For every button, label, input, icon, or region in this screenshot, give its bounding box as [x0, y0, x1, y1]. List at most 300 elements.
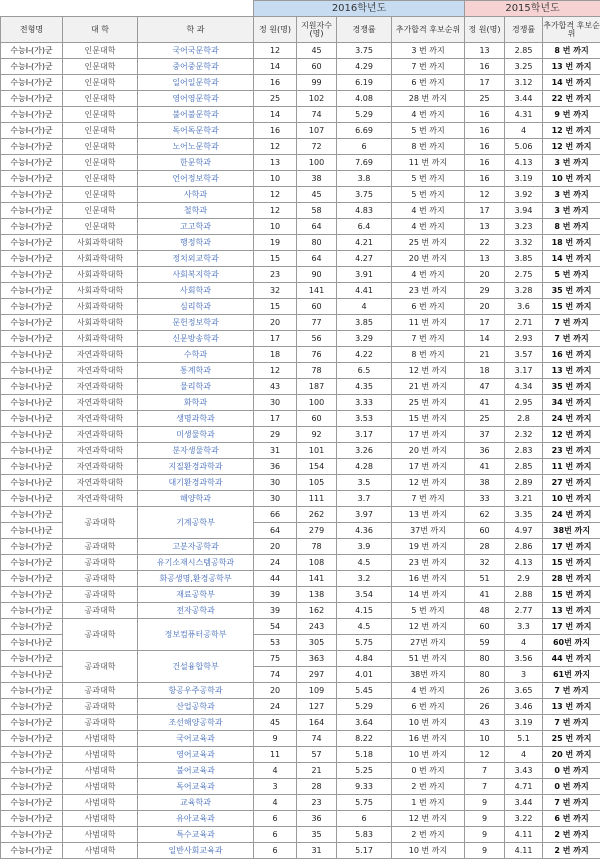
applicants-2016-cell: 363	[297, 651, 337, 667]
header-quota-2015: 정 원(명)	[465, 17, 505, 43]
applicants-2016-cell: 72	[297, 139, 337, 155]
additional-2016-cell: 23 번 까지	[392, 283, 465, 299]
ratio-2015-cell: 3.21	[505, 491, 543, 507]
college-cell: 인문대학	[63, 59, 138, 75]
quota-2016-cell: 17	[254, 331, 297, 347]
type-cell: 수능Ⅰ-(가)군	[1, 619, 63, 635]
ratio-2016-cell: 6	[337, 811, 392, 827]
quota-2015-cell: 17	[465, 203, 505, 219]
college-cell: 사범대학	[63, 811, 138, 827]
header-additional-2016: 추가합격 후보순위	[392, 17, 465, 43]
quota-2016-cell: 12	[254, 139, 297, 155]
type-cell: 수능Ⅰ-(가)군	[1, 811, 63, 827]
quota-2016-cell: 24	[254, 555, 297, 571]
type-cell: 수능Ⅰ-(가)군	[1, 315, 63, 331]
quota-2015-cell: 9	[465, 795, 505, 811]
applicants-2016-cell: 262	[297, 507, 337, 523]
quota-2016-cell: 3	[254, 779, 297, 795]
ratio-2015-cell: 2.85	[505, 459, 543, 475]
type-cell: 수능Ⅰ-(가)군	[1, 603, 63, 619]
additional-2015-cell: 3 번 까지	[543, 203, 600, 219]
table-row	[1, 75, 600, 91]
additional-2016-cell: 8 번 까지	[392, 347, 465, 363]
additional-2016-cell: 14 번 까지	[392, 587, 465, 603]
dept-cell: 고고학과	[138, 219, 254, 235]
dept-cell: 대기환경과학과	[138, 475, 254, 491]
additional-2016-cell: 21 번 까지	[392, 379, 465, 395]
quota-2016-cell: 9	[254, 731, 297, 747]
ratio-2015-cell: 2.88	[505, 587, 543, 603]
quota-2016-cell: 36	[254, 459, 297, 475]
table-row	[1, 331, 600, 347]
college-cell: 자연과학대학	[63, 395, 138, 411]
applicants-2016-cell: 100	[297, 395, 337, 411]
additional-2016-cell: 25 번 까지	[392, 395, 465, 411]
ratio-2016-cell: 3.75	[337, 187, 392, 203]
additional-2016-cell: 10 번 까지	[392, 843, 465, 859]
type-cell: 수능Ⅰ-(나)군	[1, 363, 63, 379]
additional-2016-cell: 38번 까지	[392, 667, 465, 683]
additional-2015-cell: 10 번 까지	[543, 171, 600, 187]
table-row	[1, 363, 600, 379]
dept-cell: 문헌정보학과	[138, 315, 254, 331]
additional-2016-cell: 4 번 까지	[392, 683, 465, 699]
dept-cell: 항공우주공학과	[138, 683, 254, 699]
quota-2015-cell: 41	[465, 587, 505, 603]
additional-2015-cell: 0 번 까지	[543, 763, 600, 779]
quota-2015-cell: 60	[465, 619, 505, 635]
ratio-2016-cell: 4.35	[337, 379, 392, 395]
applicants-2016-cell: 105	[297, 475, 337, 491]
type-cell: 수능Ⅰ-(가)군	[1, 331, 63, 347]
quota-2015-cell: 37	[465, 427, 505, 443]
applicants-2016-cell: 64	[297, 251, 337, 267]
type-cell: 수능Ⅰ-(나)군	[1, 635, 63, 651]
ratio-2016-cell: 4.15	[337, 603, 392, 619]
ratio-2016-cell: 3.5	[337, 475, 392, 491]
quota-2016-cell: 75	[254, 651, 297, 667]
additional-2015-cell: 13 번 까지	[543, 699, 600, 715]
table-row	[1, 699, 600, 715]
table-row	[1, 315, 600, 331]
ratio-2015-cell: 3.46	[505, 699, 543, 715]
table-row	[1, 427, 600, 443]
table-row	[1, 459, 600, 475]
applicants-2016-cell: 92	[297, 427, 337, 443]
table-row	[1, 411, 600, 427]
additional-2016-cell: 4 번 까지	[392, 107, 465, 123]
ratio-2015-cell: 2.86	[505, 539, 543, 555]
ratio-2016-cell: 3.85	[337, 315, 392, 331]
ratio-2016-cell: 4.5	[337, 555, 392, 571]
dept-cell: 불어교육과	[138, 763, 254, 779]
additional-2015-cell: 7 번 까지	[543, 715, 600, 731]
additional-2015-cell: 25 번 까지	[543, 731, 600, 747]
quota-2015-cell: 28	[465, 539, 505, 555]
quota-2015-cell: 59	[465, 635, 505, 651]
ratio-2015-cell: 3.94	[505, 203, 543, 219]
additional-2016-cell: 5 번 까지	[392, 187, 465, 203]
ratio-2015-cell: 2.83	[505, 443, 543, 459]
dept-cell: 일어일문학과	[138, 75, 254, 91]
ratio-2015-cell: 2.89	[505, 475, 543, 491]
table-row	[1, 651, 600, 667]
college-cell: 사회과학대학	[63, 283, 138, 299]
additional-2016-cell: 6 번 까지	[392, 699, 465, 715]
quota-2015-cell: 14	[465, 331, 505, 347]
type-cell: 수능Ⅰ-(가)군	[1, 715, 63, 731]
ratio-2015-cell: 4	[505, 635, 543, 651]
dept-cell: 한문학과	[138, 155, 254, 171]
type-cell: 수능Ⅰ-(나)군	[1, 491, 63, 507]
additional-2016-cell: 51 번 까지	[392, 651, 465, 667]
quota-2015-cell: 16	[465, 139, 505, 155]
college-cell: 자연과학대학	[63, 411, 138, 427]
type-cell: 수능Ⅰ-(가)군	[1, 91, 63, 107]
applicants-2016-cell: 56	[297, 331, 337, 347]
quota-2016-cell: 23	[254, 267, 297, 283]
quota-2015-cell: 12	[465, 187, 505, 203]
type-cell: 수능Ⅰ-(가)군	[1, 283, 63, 299]
applicants-2016-cell: 45	[297, 43, 337, 59]
quota-2016-cell: 4	[254, 795, 297, 811]
dept-cell: 영어영문학과	[138, 91, 254, 107]
quota-2016-cell: 20	[254, 539, 297, 555]
quota-2015-cell: 17	[465, 315, 505, 331]
quota-2015-cell: 13	[465, 219, 505, 235]
ratio-2015-cell: 3	[505, 667, 543, 683]
dept-cell: 미생물학과	[138, 427, 254, 443]
applicants-2016-cell: 58	[297, 203, 337, 219]
additional-2015-cell: 18 번 까지	[543, 235, 600, 251]
college-cell: 공과대학	[63, 683, 138, 699]
ratio-2016-cell: 3.7	[337, 491, 392, 507]
ratio-2015-cell: 5.06	[505, 139, 543, 155]
type-cell: 수능Ⅰ-(나)군	[1, 667, 63, 683]
ratio-2016-cell: 6.19	[337, 75, 392, 91]
dept-cell: 중어중문학과	[138, 59, 254, 75]
additional-2015-cell: 14 번 까지	[543, 251, 600, 267]
ratio-2015-cell: 3.44	[505, 91, 543, 107]
additional-2015-cell: 16 번 까지	[543, 347, 600, 363]
college-cell: 인문대학	[63, 75, 138, 91]
college-cell: 자연과학대학	[63, 427, 138, 443]
ratio-2016-cell: 3.91	[337, 267, 392, 283]
table-row	[1, 155, 600, 171]
type-cell: 수능Ⅰ-(가)군	[1, 699, 63, 715]
type-cell: 수능Ⅰ-(나)군	[1, 347, 63, 363]
ratio-2016-cell: 5.25	[337, 763, 392, 779]
quota-2016-cell: 54	[254, 619, 297, 635]
ratio-2016-cell: 6.5	[337, 363, 392, 379]
quota-2016-cell: 14	[254, 107, 297, 123]
dept-cell: 국어국문학과	[138, 43, 254, 59]
dept-cell: 철학과	[138, 203, 254, 219]
additional-2016-cell: 25 번 까지	[392, 235, 465, 251]
additional-2016-cell: 16 번 까지	[392, 571, 465, 587]
additional-2016-cell: 12 번 까지	[392, 619, 465, 635]
quota-2016-cell: 16	[254, 123, 297, 139]
additional-2015-cell: 17 번 까지	[543, 539, 600, 555]
table-row	[1, 139, 600, 155]
quota-2016-cell: 30	[254, 395, 297, 411]
quota-2016-cell: 45	[254, 715, 297, 731]
quota-2015-cell: 16	[465, 171, 505, 187]
type-cell: 수능Ⅰ-(가)군	[1, 827, 63, 843]
type-cell: 수능Ⅰ-(가)군	[1, 651, 63, 667]
additional-2016-cell: 0 번 까지	[392, 763, 465, 779]
type-cell: 수능Ⅰ-(가)군	[1, 203, 63, 219]
ratio-2015-cell: 2.93	[505, 331, 543, 347]
applicants-2016-cell: 162	[297, 603, 337, 619]
quota-2015-cell: 41	[465, 459, 505, 475]
quota-2016-cell: 31	[254, 443, 297, 459]
dept-cell: 해양학과	[138, 491, 254, 507]
ratio-2015-cell: 4.11	[505, 827, 543, 843]
additional-2015-cell: 7 번 까지	[543, 795, 600, 811]
college-cell: 공과대학	[63, 619, 138, 651]
applicants-2016-cell: 102	[297, 91, 337, 107]
applicants-2016-cell: 101	[297, 443, 337, 459]
ratio-2016-cell: 3.53	[337, 411, 392, 427]
header-additional-2015: 추가합격 후보순위	[543, 17, 600, 43]
quota-2015-cell: 9	[465, 827, 505, 843]
additional-2015-cell: 38번 까지	[543, 523, 600, 539]
quota-2016-cell: 44	[254, 571, 297, 587]
ratio-2015-cell: 4.34	[505, 379, 543, 395]
applicants-2016-cell: 78	[297, 363, 337, 379]
dept-cell: 정보컴퓨터공학부	[138, 619, 254, 651]
quota-2016-cell: 25	[254, 91, 297, 107]
year-header-row	[1, 1, 600, 17]
ratio-2016-cell: 4.36	[337, 523, 392, 539]
ratio-2016-cell: 3.2	[337, 571, 392, 587]
college-cell: 인문대학	[63, 123, 138, 139]
applicants-2016-cell: 141	[297, 571, 337, 587]
applicants-2016-cell: 78	[297, 539, 337, 555]
quota-2016-cell: 6	[254, 811, 297, 827]
ratio-2015-cell: 4.13	[505, 555, 543, 571]
quota-2015-cell: 16	[465, 59, 505, 75]
column-header-row	[1, 17, 600, 43]
applicants-2016-cell: 99	[297, 75, 337, 91]
quota-2015-cell: 80	[465, 651, 505, 667]
additional-2015-cell: 15 번 까지	[543, 587, 600, 603]
year-2016-header: 2016학년도	[254, 1, 465, 17]
quota-2016-cell: 12	[254, 363, 297, 379]
applicants-2016-cell: 138	[297, 587, 337, 603]
type-cell: 수능Ⅰ-(가)군	[1, 123, 63, 139]
applicants-2016-cell: 35	[297, 827, 337, 843]
table-row	[1, 491, 600, 507]
additional-2016-cell: 10 번 까지	[392, 715, 465, 731]
quota-2016-cell: 15	[254, 299, 297, 315]
dept-cell: 통계학과	[138, 363, 254, 379]
type-cell: 수능Ⅰ-(가)군	[1, 731, 63, 747]
dept-cell: 노어노문학과	[138, 139, 254, 155]
table-row	[1, 571, 600, 587]
ratio-2015-cell: 3.57	[505, 347, 543, 363]
ratio-2016-cell: 3.75	[337, 43, 392, 59]
applicants-2016-cell: 141	[297, 283, 337, 299]
quota-2016-cell: 17	[254, 411, 297, 427]
dept-cell: 언어정보학과	[138, 171, 254, 187]
additional-2015-cell: 3 번 까지	[543, 187, 600, 203]
quota-2016-cell: 12	[254, 187, 297, 203]
quota-2016-cell: 30	[254, 491, 297, 507]
ratio-2016-cell: 4.01	[337, 667, 392, 683]
dept-cell: 독어교육과	[138, 779, 254, 795]
quota-2016-cell: 32	[254, 283, 297, 299]
ratio-2015-cell: 3.35	[505, 507, 543, 523]
quota-2015-cell: 36	[465, 443, 505, 459]
ratio-2015-cell: 3.23	[505, 219, 543, 235]
quota-2015-cell: 21	[465, 347, 505, 363]
type-cell: 수능Ⅰ-(나)군	[1, 475, 63, 491]
additional-2015-cell: 22 번 까지	[543, 91, 600, 107]
table-row	[1, 715, 600, 731]
applicants-2016-cell: 74	[297, 731, 337, 747]
additional-2016-cell: 7 번 까지	[392, 59, 465, 75]
applicants-2016-cell: 90	[297, 267, 337, 283]
ratio-2016-cell: 3.97	[337, 507, 392, 523]
dept-cell: 건설융합학부	[138, 651, 254, 683]
dept-cell: 전자공학과	[138, 603, 254, 619]
quota-2015-cell: 16	[465, 107, 505, 123]
quota-2015-cell: 20	[465, 299, 505, 315]
applicants-2016-cell: 154	[297, 459, 337, 475]
additional-2016-cell: 8 번 까지	[392, 139, 465, 155]
college-cell: 인문대학	[63, 155, 138, 171]
table-row	[1, 779, 600, 795]
ratio-2015-cell: 3.43	[505, 763, 543, 779]
college-cell: 사범대학	[63, 843, 138, 859]
college-cell: 자연과학대학	[63, 363, 138, 379]
ratio-2015-cell: 4	[505, 747, 543, 763]
quota-2015-cell: 80	[465, 667, 505, 683]
additional-2015-cell: 2 번 까지	[543, 843, 600, 859]
type-cell: 수능Ⅰ-(가)군	[1, 747, 63, 763]
additional-2016-cell: 20 번 까지	[392, 251, 465, 267]
college-cell: 공과대학	[63, 603, 138, 619]
ratio-2015-cell: 3.65	[505, 683, 543, 699]
ratio-2016-cell: 6.69	[337, 123, 392, 139]
applicants-2016-cell: 187	[297, 379, 337, 395]
header-dept: 학 과	[138, 17, 254, 43]
table-row	[1, 171, 600, 187]
applicants-2016-cell: 28	[297, 779, 337, 795]
type-cell: 수능Ⅰ-(가)군	[1, 171, 63, 187]
table-row	[1, 395, 600, 411]
college-cell: 인문대학	[63, 171, 138, 187]
type-cell: 수능Ⅰ-(가)군	[1, 683, 63, 699]
additional-2015-cell: 44 번 까지	[543, 651, 600, 667]
additional-2016-cell: 16 번 까지	[392, 731, 465, 747]
dept-cell: 조선해양공학과	[138, 715, 254, 731]
type-cell: 수능Ⅰ-(가)군	[1, 299, 63, 315]
additional-2015-cell: 60번 까지	[543, 635, 600, 651]
applicants-2016-cell: 76	[297, 347, 337, 363]
ratio-2016-cell: 5.17	[337, 843, 392, 859]
table-row	[1, 811, 600, 827]
quota-2016-cell: 12	[254, 43, 297, 59]
college-cell: 인문대학	[63, 139, 138, 155]
additional-2016-cell: 2 번 까지	[392, 827, 465, 843]
additional-2015-cell: 23 번 까지	[543, 443, 600, 459]
quota-2015-cell: 38	[465, 475, 505, 491]
quota-2015-cell: 60	[465, 523, 505, 539]
type-cell: 수능Ⅰ-(나)군	[1, 379, 63, 395]
table-row	[1, 187, 600, 203]
quota-2016-cell: 6	[254, 827, 297, 843]
type-cell: 수능Ⅰ-(가)군	[1, 59, 63, 75]
table-row	[1, 539, 600, 555]
quota-2015-cell: 17	[465, 75, 505, 91]
additional-2015-cell: 5 번 까지	[543, 267, 600, 283]
additional-2015-cell: 10 번 까지	[543, 491, 600, 507]
quota-2016-cell: 11	[254, 747, 297, 763]
additional-2016-cell: 10 번 까지	[392, 747, 465, 763]
additional-2016-cell: 12 번 까지	[392, 475, 465, 491]
applicants-2016-cell: 100	[297, 155, 337, 171]
additional-2015-cell: 12 번 까지	[543, 139, 600, 155]
table-row	[1, 347, 600, 363]
additional-2016-cell: 23 번 까지	[392, 555, 465, 571]
header-quota-2016: 정 원(명)	[254, 17, 297, 43]
additional-2016-cell: 1 번 까지	[392, 795, 465, 811]
additional-2016-cell: 6 번 까지	[392, 299, 465, 315]
table-row	[1, 587, 600, 603]
additional-2015-cell: 2 번 까지	[543, 827, 600, 843]
quota-2015-cell: 20	[465, 267, 505, 283]
table-row	[1, 251, 600, 267]
ratio-2016-cell: 9.33	[337, 779, 392, 795]
quota-2016-cell: 6	[254, 843, 297, 859]
applicants-2016-cell: 60	[297, 411, 337, 427]
ratio-2016-cell: 4.84	[337, 651, 392, 667]
quota-2015-cell: 25	[465, 411, 505, 427]
header-type: 전형명	[1, 17, 63, 43]
dept-cell: 지질환경과학과	[138, 459, 254, 475]
ratio-2015-cell: 2.8	[505, 411, 543, 427]
ratio-2015-cell: 3.32	[505, 235, 543, 251]
additional-2016-cell: 28 번 까지	[392, 91, 465, 107]
ratio-2015-cell: 2.85	[505, 43, 543, 59]
table-row	[1, 683, 600, 699]
table-row	[1, 59, 600, 75]
college-cell: 사회과학대학	[63, 235, 138, 251]
applicants-2016-cell: 77	[297, 315, 337, 331]
dept-cell: 유아교육과	[138, 811, 254, 827]
additional-2015-cell: 15 번 까지	[543, 299, 600, 315]
additional-2015-cell: 13 번 까지	[543, 363, 600, 379]
table-row	[1, 507, 600, 523]
applicants-2016-cell: 243	[297, 619, 337, 635]
additional-2015-cell: 13 번 까지	[543, 59, 600, 75]
college-cell: 인문대학	[63, 107, 138, 123]
additional-2015-cell: 7 번 까지	[543, 315, 600, 331]
type-cell: 수능Ⅰ-(가)군	[1, 75, 63, 91]
table-row	[1, 619, 600, 635]
quota-2016-cell: 30	[254, 475, 297, 491]
ratio-2016-cell: 3.64	[337, 715, 392, 731]
additional-2015-cell: 8 번 까지	[543, 219, 600, 235]
ratio-2015-cell: 3.3	[505, 619, 543, 635]
type-cell: 수능Ⅰ-(가)군	[1, 235, 63, 251]
header-college: 대 학	[63, 17, 138, 43]
additional-2016-cell: 3 번 까지	[392, 43, 465, 59]
ratio-2016-cell: 3.29	[337, 331, 392, 347]
